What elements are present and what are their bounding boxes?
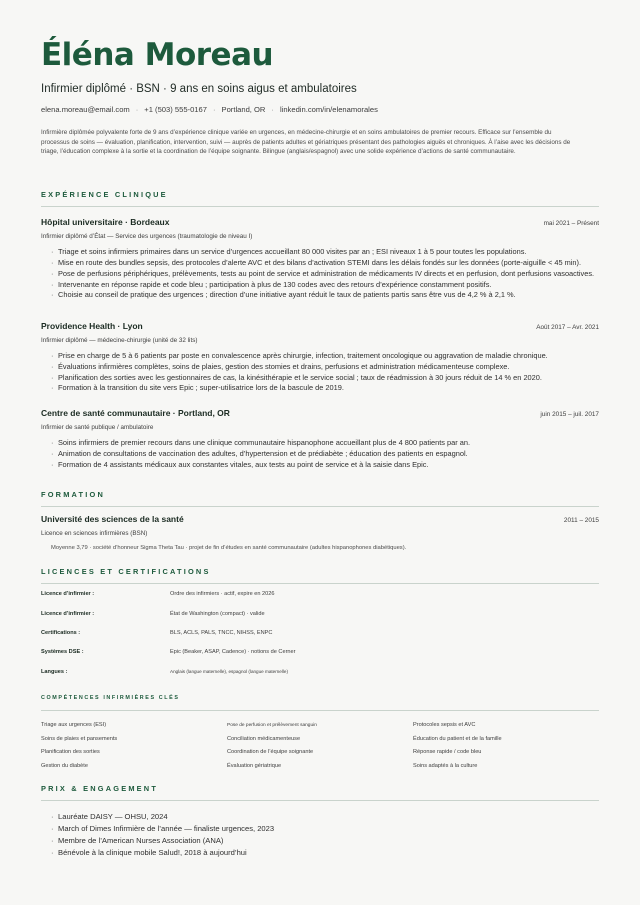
job-dates: juin 2015 – juil. 2017 — [540, 411, 599, 419]
award-item: · Membre de l’American Nurses Association (ANA) — [51, 835, 599, 847]
education-section — [41, 490, 599, 553]
contact-separator: · — [135, 105, 139, 114]
section-title: LICENCES ET CERTIFICATIONS — [41, 566, 211, 576]
job-entry — [41, 321, 599, 394]
skill-item: Gestion du diabète — [41, 762, 88, 769]
skill-item: Protocoles sepsis et AVC — [413, 722, 476, 729]
bullet-item: · Choisie au conseil de pratique des urgences ; direction d’une initiative ayant réduit le taux de patients partis sans être vus de 4,2 % à 2,1 %. — [51, 290, 599, 301]
license-row — [41, 643, 599, 662]
skill-item: Coordination de l’équipe soignante — [227, 749, 314, 756]
skill-item: Réponse rapide / code bleu — [413, 749, 482, 756]
license-label: Langues : — [41, 668, 68, 675]
headline: Infirmier diplômé · BSN · 9 ans en soins aigus et ambulatoires — [41, 83, 357, 95]
award-item: · Lauréate DAISY — OHSU, 2024 — [51, 811, 599, 823]
job-role: Infirmier diplômé — médecine-chirurgie (unité de 32 lits) — [41, 337, 198, 345]
skill-item: Planification des sorties — [41, 749, 100, 756]
contact-line — [41, 105, 599, 115]
education-dates: 2011 – 2015 — [563, 516, 599, 524]
license-value: État de Washington (compact) · valide — [170, 610, 265, 617]
section-title: EXPÉRIENCE CLINIQUE — [41, 190, 168, 200]
skill-item: Conciliation médicamenteuse — [227, 735, 301, 742]
section-title: PRIX & ENGAGEMENT — [41, 784, 159, 794]
education-note: Moyenne 3,79 · société d’honneur Sigma Theta Tau · projet de fin d’études en santé communautaire (adultes hispanophones diabétiques). — [51, 544, 407, 551]
licenses-section — [41, 567, 599, 773]
job-organization: Centre de santé communautaire · Portland, OR — [41, 408, 230, 419]
degree: Licence en sciences infirmières (BSN) — [41, 529, 148, 537]
education-entry — [41, 514, 599, 553]
job-dates: Août 2017 – Avr. 2021 — [536, 324, 599, 332]
section-divider — [41, 800, 599, 801]
linkedin-link[interactable]: linkedin.com/in/elenamorales — [279, 105, 378, 114]
awards-section — [41, 784, 599, 858]
job-organization: Providence Health · Lyon — [41, 321, 143, 332]
section-divider — [41, 710, 599, 711]
awards-list — [41, 811, 599, 858]
bullet-item: · Évaluations infirmières complètes, soins de plaies, gestion des stomies et drains, perfusions et administration médicamenteuse complexe. — [51, 362, 599, 373]
skill-item: Éducation du patient et de la famille — [413, 735, 502, 742]
bullet-item: · Triage et soins infirmiers primaires dans un service d’urgences accueillant 80 000 visites par an ; ESI niveaux 1 à 5 pour toutes les populations. — [51, 247, 599, 258]
section-title: FORMATION — [41, 489, 105, 499]
job-role: Infirmier de santé publique / ambulatoire — [41, 424, 154, 432]
license-value: BLS, ACLS, PALS, TNCC, NIHSS, ENPC — [170, 629, 273, 636]
job-bullets — [41, 247, 599, 301]
contact-separator: · — [212, 105, 216, 114]
license-value: Anglais (langue maternelle), espagnol (langue maternelle) — [170, 669, 288, 674]
location: Portland, OR — [221, 105, 266, 114]
skill-item: Pose de perfusion et prélèvement sanguin — [227, 723, 317, 729]
candidate-name: Éléna Moreau — [41, 37, 274, 73]
skill-item: Soins de plaies et pansements — [41, 735, 118, 742]
section-divider — [41, 583, 599, 584]
summary: Infirmière diplômée polyvalente forte de 9 ans d’expérience clinique variée en urgences, en médecine-chirurgie et en soins ambulatoires de premier recours. Efficace sur l’ensemble du processus de soins — évaluation, planification, intervention, suivi — auprès de patients adultes et gériatriques présentant des pathologies aiguës et chroniques. À l’aise avec les décisions de triage, l’éducation complexe à la sortie et la coordination de l’équipe soignante. Bilingue (anglais/espagnol) avec une solide expérience d’actions de santé communautaire. — [41, 129, 571, 156]
contact-separator: · — [271, 105, 274, 114]
license-value: Epic (Beaker, ASAP, Cadence) · notions de Cerner — [170, 649, 296, 656]
license-label: Systèmes DSE : — [41, 649, 84, 656]
job-bullets — [41, 351, 599, 394]
bullet-item: · Soins infirmiers de premier recours dans une clinique communautaire hispanophone accueillant plus de 4 800 patients par an. — [51, 438, 599, 449]
skill-item: Triage aux urgences (ESI) — [41, 722, 107, 729]
experience-section — [41, 190, 599, 471]
license-value: Ordre des infirmiers · actif, expire en 2026 — [170, 591, 275, 598]
school-name: Université des sciences de la santé — [41, 513, 184, 524]
skills-grid — [41, 719, 599, 773]
skill-item: Soins adaptés à la culture — [413, 762, 478, 769]
license-label: Licence d’infirmier : — [41, 610, 95, 617]
job-entry — [41, 217, 599, 301]
license-row — [41, 585, 599, 604]
bullet-item: · Mise en route des bundles sepsis, des protocoles d’alerte AVC et des bilans d’activation STEMI dans les délais fondés sur les données (porte-aiguille < 45 min). — [51, 258, 599, 269]
skill-item: Évaluation gériatrique — [227, 762, 282, 769]
license-row — [41, 662, 599, 681]
license-label: Certifications : — [41, 629, 81, 636]
job-role: Infirmier diplômé d’État — Service des urgences (traumatologie de niveau I) — [41, 233, 253, 241]
job-entry — [41, 408, 599, 470]
award-item: · March of Dimes Infirmière de l’année — finaliste urgences, 2023 — [51, 823, 599, 835]
bullet-item: · Pose de perfusions périphériques, prélèvements, tests au point de service et administration de médicaments IV directs et en perfusion, dont perfusions vasoactives. — [51, 269, 599, 280]
license-row — [41, 604, 599, 623]
section-divider — [41, 206, 599, 207]
bullet-item: · Planification des sorties avec les gestionnaires de cas, la kinésithérapie et le service social ; taux de réadmission à 30 jours réduit de 14 % en 2020. — [51, 373, 599, 384]
job-bullets — [41, 438, 599, 470]
skills-title: COMPÉTENCES INFIRMIÈRES CLÉS — [41, 695, 180, 702]
bullet-item: · Prise en charge de 5 à 6 patients par poste en convalescence après chirurgie, infection, traitement oncologique ou aggravation de maladie chronique. — [51, 351, 599, 362]
phone: +1 (503) 555-0167 — [144, 105, 207, 114]
email-link[interactable]: elena.moreau@email.com — [41, 105, 130, 114]
job-dates: mai 2021 – Présent — [543, 220, 599, 228]
license-row — [41, 623, 599, 642]
bullet-item: · Animation de consultations de vaccination des adultes, d’hypertension et de prédiabète ; éducation des patients en espagnol. — [51, 449, 599, 460]
bullet-item: · Intervenante en réponse rapide et code bleu ; participation à plus de 130 codes avec des retours d’expérience constamment positifs. — [51, 280, 599, 291]
bullet-item: · Formation à la transition du site vers Epic ; super-utilisatrice lors de la bascule de 2019. — [51, 383, 599, 394]
license-label: Licence d’infirmier : — [41, 591, 95, 598]
award-item: · Bénévole à la clinique mobile Salud!, 2018 à aujourd’hui — [51, 847, 599, 859]
section-divider — [41, 506, 599, 507]
job-organization: Hôpital universitaire · Bordeaux — [41, 217, 170, 228]
bullet-item: · Formation de 4 assistants médicaux aux constantes vitales, aux tests au point de service et à la saisie dans Epic. — [51, 460, 599, 471]
